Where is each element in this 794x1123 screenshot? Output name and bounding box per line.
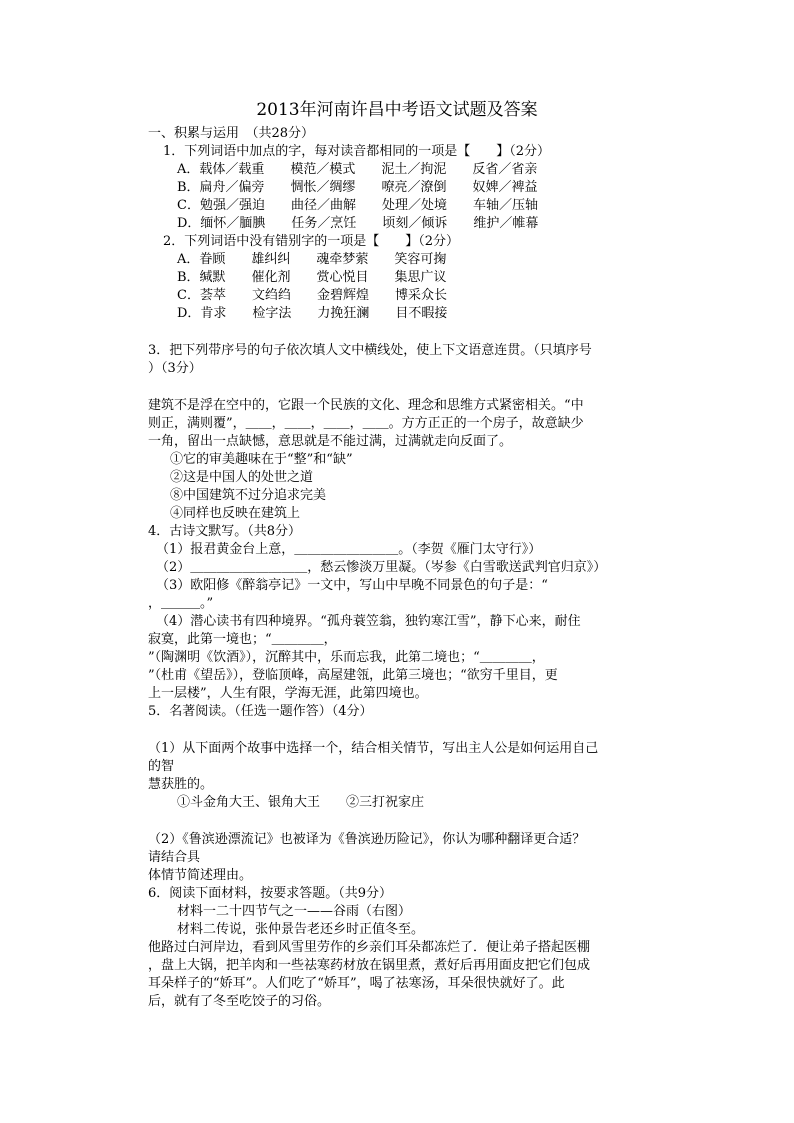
option-2a: A．眷顾 雄纠纠 魂牵梦萦 笑容可掬 — [177, 252, 447, 267]
option-1a: A．载体／载重 模范／模式 泥土／拘泥 反省／省亲 — [177, 162, 538, 177]
passage-line: 则正，满则覆”，＿＿，＿＿，＿＿，＿＿。方方正正的一个房子，故意缺少 — [148, 416, 584, 431]
question-4: 4．古诗文默写。（共8分） — [148, 524, 302, 539]
sentence-option: ①它的审美趣味在于“整”和“缺” — [170, 452, 353, 467]
question-5-item-cont: 的智 — [148, 759, 175, 774]
question-4-item: （2）＿＿＿＿＿＿＿＿＿，愁云惨淡万里凝。（岑参《白雪歌送武判官归京》） — [156, 560, 607, 575]
question-4-item-cont: ”（杜甫《望岳》），登临顶峰，高屋建瓴，此第三境也；“欲穷千里目，更 — [148, 668, 558, 683]
question-5-item: （1）从下面两个故事中选择一个，结合相关情节，写出主人公是如何运用自己 — [148, 741, 599, 756]
material-text: 耳朵样子的“娇耳”。人们吃了“娇耳”，喝了祛寒汤，耳朵很快就好了。此 — [148, 976, 565, 991]
question-6: 6．阅读下面材料，按要求答题。（共9分） — [148, 886, 393, 901]
passage-line: 建筑不是浮在空中的，它跟一个民族的文化、理念和思维方式紧密相关。“中 — [148, 398, 584, 413]
question-5-item: （2）《鲁滨逊漂流记》也被译为《鲁滨逊历险记》，你认为哪种翻译更合适？ — [148, 832, 586, 847]
material-text: 他路过白河岸边，看到风雪里劳作的乡亲们耳朵都冻烂了．便让弟子搭起医棚 — [148, 940, 591, 955]
question-4-item: （1）报君黄金台上意，＿＿＿＿＿＿＿＿。（李贺《雁门太守行》） — [156, 542, 542, 557]
question-2: 2．下列词语中没有错别字的一项是【 】（2分） — [163, 234, 460, 249]
question-5-item-cont: 体情节简述理由。 — [148, 868, 253, 883]
question-4-item-cont: 上一层楼”，人生有限，学海无涯，此第四境也。 — [148, 686, 428, 701]
question-4-item: （3）欧阳修《醉翁亭记》一文中，写山中早晚不同景色的句子是：“ — [156, 578, 548, 593]
sentence-option: ⑧中国建筑不过分追求完美 — [170, 488, 327, 503]
section-heading: 一、积累与运用 （共28分） — [148, 126, 315, 141]
material-text: ，盘上大锅，把羊肉和一些祛寒药材放在锅里煮，煮好后再用面皮把它们包成 — [148, 958, 591, 973]
question-5-choices: ①斗金角大王、银角大王 ②三打祝家庄 — [177, 795, 425, 810]
material-2: 材料二传说，张仲景告老还乡时正值冬至。 — [177, 922, 425, 937]
question-1: 1．下列词语中加点的字，每对读音都相同的一项是【 】（2分） — [163, 144, 551, 159]
question-3: 3．把下列带序号的句子依次填人文中横线处，使上下文语意连贯。（只填序号 — [148, 343, 592, 358]
question-4-item-cont: ，＿＿＿。” — [148, 596, 214, 611]
sentence-option: ②这是中国人的处世之道 — [170, 470, 314, 485]
option-2c: C．荟萃 文绉绉 金碧辉煌 博采众长 — [177, 288, 447, 303]
passage-line: 一角，留出一点缺憾，意思就是不能过满，过满就走向反面了。 — [148, 434, 513, 449]
question-4-item: （4）潜心读书有四种境界。“孤舟蓑笠翁，独钓寒江雪”，静下心来，耐住 — [156, 614, 581, 629]
option-1d: D．缅怀／腼腆 任务／烹饪 顷刻／倾诉 维护／帷幕 — [177, 216, 539, 231]
option-1b: B．扁舟／偏旁 惆怅／绸缪 嘹亮／潦倒 奴婢／裨益 — [177, 180, 538, 195]
question-4-item-cont: ”（陶渊明《饮酒》），沉醉其中，乐而忘我，此第二境也；“＿＿＿＿， — [148, 650, 545, 665]
question-5: 5．名著阅读。（任选一题作答）（4分） — [148, 704, 373, 719]
option-1c: C．勉强／强迫 曲径／曲解 处理／处境 车轴／压轴 — [177, 198, 538, 213]
question-3-cont: ）（3分） — [148, 361, 202, 376]
option-2d: D．肯求 检字法 力挽狂澜 目不暇接 — [177, 306, 448, 321]
material-1: 材料一二十四节气之一——谷雨（右图） — [177, 904, 412, 919]
document-title: 2013年河南许昌中考语文试题及答案 — [256, 100, 538, 120]
option-2b: B．缄默 催化剂 赏心悦目 集思广议 — [177, 270, 447, 285]
question-5-item-cont: 请结合具 — [148, 850, 201, 865]
material-text: 后，就有了冬至吃饺子的习俗。 — [148, 994, 331, 1009]
sentence-option: ④同样也反映在建筑上 — [170, 506, 301, 521]
question-5-item-cont: 慧获胜的。 — [148, 777, 214, 792]
question-4-item-cont: 寂寞，此第一境也；“＿＿＿＿， — [148, 632, 337, 647]
